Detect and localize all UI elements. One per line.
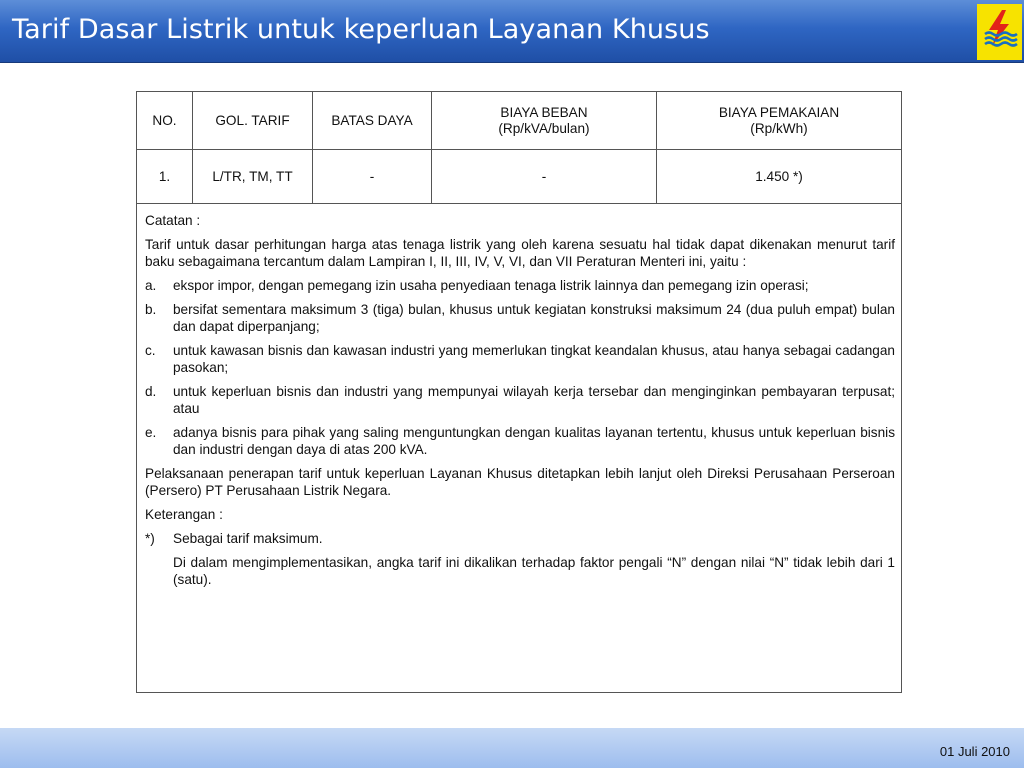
list-item bbox=[145, 383, 895, 417]
footer-bar bbox=[0, 728, 1024, 768]
footnote-text: Sebagai tarif maksimum. bbox=[173, 531, 323, 546]
list-item-mark: b. bbox=[145, 302, 157, 317]
list-item bbox=[145, 424, 895, 458]
list-item-text: bersifat sementara maksimum 3 (tiga) bulan, khusus untuk kegiatan konstruksi maksimum 24 (dua puluh empat) bulan dan dapat diperpanjang; bbox=[173, 302, 895, 334]
header-gol-tarif: GOL. TARIF bbox=[193, 92, 313, 149]
list-item-mark: a. bbox=[145, 278, 157, 293]
table-row bbox=[137, 150, 901, 204]
list-item-mark: d. bbox=[145, 384, 157, 399]
cell-gol-tarif: L/TR, TM, TT bbox=[193, 150, 313, 203]
header-biaya-beban bbox=[432, 92, 657, 149]
title-bar bbox=[0, 0, 1024, 63]
list-item bbox=[145, 342, 895, 376]
header-biaya-pemakaian-unit: (Rp/kWh) bbox=[750, 120, 808, 136]
pelaksanaan-text: Pelaksanaan penerapan tarif untuk keperluan Layanan Khusus ditetapkan lebih lanjut oleh Direksi Perusahaan Perseroan (Persero) PT Perusahaan Listrik Negara. bbox=[145, 466, 895, 498]
cell-biaya-beban: - bbox=[432, 150, 657, 203]
footnote-mark: *) bbox=[145, 531, 155, 546]
footnote-detail: Di dalam mengimplementasikan, angka tarif ini dikalikan terhadap faktor pengali “N” dengan nilai “N” tidak lebih dari 1 (satu). bbox=[173, 555, 895, 587]
list-item bbox=[145, 277, 895, 294]
list-item-text: ekspor impor, dengan pemegang izin usaha penyediaan tenaga listrik lainnya dan pemegang izin operasi; bbox=[173, 278, 809, 293]
header-biaya-pemakaian-title: BIAYA PEMAKAIAN bbox=[718, 104, 840, 120]
pln-lightning-logo-icon bbox=[977, 4, 1022, 60]
cell-no: 1. bbox=[137, 150, 193, 203]
list-item bbox=[145, 301, 895, 335]
footnote-item bbox=[145, 530, 895, 547]
notes-section bbox=[145, 212, 895, 595]
list-item-text: adanya bisnis para pihak yang saling menguntungkan dengan kualitas layanan tertentu, khusus untuk keperluan bisnis dan industri dengan daya di atas 200 kVA. bbox=[173, 425, 895, 457]
slide-title: Tarif Dasar Listrik untuk keperluan Layanan Khusus bbox=[12, 14, 710, 45]
list-item-mark: c. bbox=[145, 343, 156, 358]
header-no: NO. bbox=[137, 92, 193, 149]
list-item-text: untuk keperluan bisnis dan industri yang mempunyai wilayah kerja tersebar dan menginginkan pembayaran terpusat; atau bbox=[173, 384, 895, 416]
table-header-row bbox=[137, 92, 901, 150]
notes-intro: Tarif untuk dasar perhitungan harga atas tenaga listrik yang oleh karena sesuatu hal tidak dapat dikenakan menurut tarif baku sebagaimana tercantum dalam Lampiran I, II, III, IV, V, VI, dan VII Peraturan Menteri ini, yaitu : bbox=[145, 237, 895, 269]
list-item-mark: e. bbox=[145, 425, 157, 440]
catatan-label: Catatan : bbox=[145, 213, 201, 228]
list-item-text: untuk kawasan bisnis dan kawasan industri yang memerlukan tingkat keandalan khusus, atau hanya sebagai cadangan pasokan; bbox=[173, 343, 895, 375]
cell-biaya-pemakaian: 1.450 *) bbox=[755, 168, 803, 184]
header-batas-daya: BATAS DAYA bbox=[313, 92, 432, 149]
header-biaya-beban-unit: (Rp/kVA/bulan) bbox=[498, 120, 590, 136]
header-biaya-beban-title: BIAYA BEBAN bbox=[500, 104, 588, 120]
keterangan-label: Keterangan : bbox=[145, 507, 223, 522]
tariff-document bbox=[136, 91, 902, 693]
cell-batas-daya: - bbox=[313, 150, 432, 203]
header-biaya-pemakaian bbox=[657, 92, 901, 149]
footer-date: 01 Juli 2010 bbox=[939, 744, 1010, 759]
